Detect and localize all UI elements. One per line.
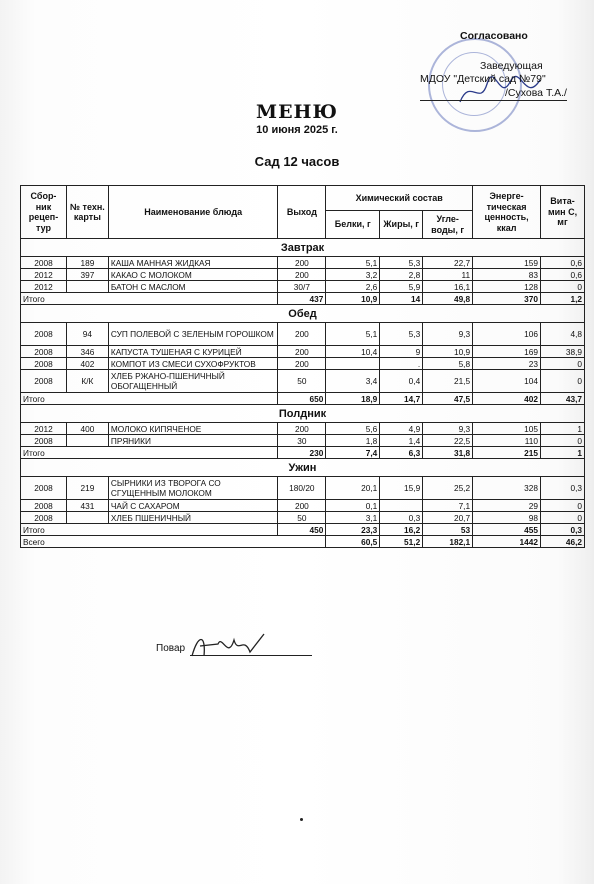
total-v: 0,3	[541, 524, 585, 536]
approval-name: /Сухова Т.А./	[420, 87, 567, 101]
total-p: 23,3	[326, 524, 380, 536]
cell-carbs: 10,9	[423, 346, 473, 358]
section-title: Обед	[21, 305, 585, 323]
page-mark	[300, 818, 303, 821]
menu-subtitle: Сад 12 часов	[254, 154, 340, 169]
cell-vitamin: 38,9	[541, 346, 585, 358]
cell-dish: ХЛЕБ РЖАНО-ПШЕНИЧНЫЙ ОБОГАЩЕННЫЙ	[108, 370, 278, 393]
cell-output: 180/20	[278, 477, 326, 500]
cell-carbs: 20,7	[423, 512, 473, 524]
header-output: Выход	[278, 186, 326, 239]
total-e: 455	[473, 524, 541, 536]
section-header-row	[21, 459, 585, 477]
total-e: 402	[473, 393, 541, 405]
cell-energy: 104	[473, 370, 541, 393]
cell-vitamin: 0,6	[541, 269, 585, 281]
header-protein: Белки, г	[326, 211, 380, 239]
section-header-row	[21, 305, 585, 323]
cell-energy: 128	[473, 281, 541, 293]
table-row	[21, 477, 585, 500]
cell-energy: 105	[473, 423, 541, 435]
cook-signature-line	[190, 655, 312, 656]
total-v: 1	[541, 447, 585, 459]
cell-protein: 5,6	[326, 423, 380, 435]
cell-vitamin: 0	[541, 512, 585, 524]
table-row	[21, 346, 585, 358]
cell-output: 50	[278, 370, 326, 393]
section-title: Ужин	[21, 459, 585, 477]
total-row	[21, 447, 585, 459]
table-row	[21, 323, 585, 346]
table-row	[21, 423, 585, 435]
total-p: 10,9	[326, 293, 380, 305]
total-c: 49,8	[423, 293, 473, 305]
cell-dish: СЫРНИКИ ИЗ ТВОРОГА СО СГУЩЕННЫМ МОЛОКОМ	[108, 477, 278, 500]
cell-fat: 5,3	[380, 323, 423, 346]
cell-dish: ПРЯНИКИ	[108, 435, 278, 447]
cell-collection: 2008	[21, 257, 67, 269]
cell-vitamin: 0	[541, 281, 585, 293]
cell-protein: 2,6	[326, 281, 380, 293]
total-row	[21, 393, 585, 405]
total-c: 53	[423, 524, 473, 536]
cell-collection: 2008	[21, 477, 67, 500]
cell-collection: 2008	[21, 500, 67, 512]
total-p: 18,9	[326, 393, 380, 405]
cell-output: 200	[278, 423, 326, 435]
cell-tech-card: 431	[66, 500, 108, 512]
cell-carbs: 9,3	[423, 423, 473, 435]
cell-fat: 5,3	[380, 257, 423, 269]
grand-total-label: Всего	[21, 536, 326, 548]
cell-collection: 2012	[21, 269, 67, 281]
cell-collection: 2012	[21, 423, 67, 435]
total-row	[21, 293, 585, 305]
cell-output: 50	[278, 512, 326, 524]
cell-dish: МОЛОКО КИПЯЧЕНОЕ	[108, 423, 278, 435]
cell-tech-card: 189	[66, 257, 108, 269]
cell-collection: 2012	[21, 281, 67, 293]
table-row	[21, 269, 585, 281]
total-v: 1,2	[541, 293, 585, 305]
section-header-row	[21, 239, 585, 257]
cell-tech-card: 397	[66, 269, 108, 281]
approval-heading: Согласовано	[460, 30, 528, 42]
cell-vitamin: 4,8	[541, 323, 585, 346]
cell-dish: ХЛЕБ ПШЕНИЧНЫЙ	[108, 512, 278, 524]
total-output: 650	[278, 393, 326, 405]
cell-protein: 10,4	[326, 346, 380, 358]
section-header-row	[21, 405, 585, 423]
total-row	[21, 524, 585, 536]
cell-collection: 2008	[21, 435, 67, 447]
cell-protein: 3,2	[326, 269, 380, 281]
cell-fat: 1,4	[380, 435, 423, 447]
cell-tech-card: К/К	[66, 370, 108, 393]
cell-tech-card	[66, 512, 108, 524]
cell-energy: 106	[473, 323, 541, 346]
total-e: 370	[473, 293, 541, 305]
cell-protein: 3,4	[326, 370, 380, 393]
cell-carbs: 25,2	[423, 477, 473, 500]
cell-vitamin: 0,6	[541, 257, 585, 269]
header-collection: Сбор-ник рецеп-тур	[21, 186, 67, 239]
cell-output: 200	[278, 346, 326, 358]
cell-protein: 0,1	[326, 500, 380, 512]
cell-fat: 9	[380, 346, 423, 358]
cell-output: 200	[278, 323, 326, 346]
cell-vitamin: 0	[541, 435, 585, 447]
cell-fat: .	[380, 358, 423, 370]
total-f: 16,2	[380, 524, 423, 536]
header-fat: Жиры, г	[380, 211, 423, 239]
cell-output: 30/7	[278, 281, 326, 293]
cook-label: Повар	[156, 643, 186, 654]
grand-total-f: 51,2	[380, 536, 423, 548]
table-row	[21, 512, 585, 524]
cell-energy: 328	[473, 477, 541, 500]
cell-output: 200	[278, 257, 326, 269]
cell-carbs: 21,5	[423, 370, 473, 393]
cell-protein: 3,1	[326, 512, 380, 524]
cell-carbs: 22,7	[423, 257, 473, 269]
cell-tech-card: 400	[66, 423, 108, 435]
grand-total-row	[21, 536, 585, 548]
table-row	[21, 257, 585, 269]
cell-dish: КОМПОТ ИЗ СМЕСИ СУХОФРУКТОВ	[108, 358, 278, 370]
total-f: 14,7	[380, 393, 423, 405]
cell-tech-card: 94	[66, 323, 108, 346]
section-title: Полдник	[21, 405, 585, 423]
cell-vitamin: 0	[541, 370, 585, 393]
grand-total-p: 60,5	[326, 536, 380, 548]
cell-fat: 0,3	[380, 512, 423, 524]
cell-carbs: 22,5	[423, 435, 473, 447]
table-row	[21, 500, 585, 512]
cell-vitamin: 1	[541, 423, 585, 435]
total-f: 6,3	[380, 447, 423, 459]
table-row	[21, 370, 585, 393]
grand-total-v: 46,2	[541, 536, 585, 548]
cell-carbs: 5,8	[423, 358, 473, 370]
cell-output: 30	[278, 435, 326, 447]
cell-dish: КАША МАННАЯ ЖИДКАЯ	[108, 257, 278, 269]
menu-body	[21, 239, 585, 548]
menu-date: 10 июня 2025 г.	[256, 124, 338, 136]
cell-dish: КАКАО С МОЛОКОМ	[108, 269, 278, 281]
table-row	[21, 435, 585, 447]
total-f: 14	[380, 293, 423, 305]
cell-dish: БАТОН С МАСЛОМ	[108, 281, 278, 293]
cell-output: 200	[278, 358, 326, 370]
cell-fat: 2,8	[380, 269, 423, 281]
cell-protein: 20,1	[326, 477, 380, 500]
approval-organization: МДОУ "Детский сад №79"	[420, 73, 546, 85]
cell-energy: 110	[473, 435, 541, 447]
cell-energy: 29	[473, 500, 541, 512]
cell-carbs: 9,3	[423, 323, 473, 346]
cell-output: 200	[278, 500, 326, 512]
section-title: Завтрак	[21, 239, 585, 257]
cell-fat: 4,9	[380, 423, 423, 435]
table-row	[21, 281, 585, 293]
cell-fat: 5,9	[380, 281, 423, 293]
cell-tech-card: 219	[66, 477, 108, 500]
header-tech-card: № техн. карты	[66, 186, 108, 239]
cell-protein: 1,8	[326, 435, 380, 447]
cell-tech-card	[66, 435, 108, 447]
cell-tech-card: 402	[66, 358, 108, 370]
cell-dish: СУП ПОЛЕВОЙ С ЗЕЛЕНЫМ ГОРОШКОМ	[108, 323, 278, 346]
grand-total-c: 182,1	[423, 536, 473, 548]
total-p: 7,4	[326, 447, 380, 459]
cell-dish: ЧАЙ С САХАРОМ	[108, 500, 278, 512]
cell-collection: 2008	[21, 358, 67, 370]
cell-vitamin: 0	[541, 358, 585, 370]
cell-energy: 23	[473, 358, 541, 370]
cell-collection: 2008	[21, 370, 67, 393]
total-c: 31,8	[423, 447, 473, 459]
header-chem: Химический состав	[326, 186, 473, 211]
cell-energy: 98	[473, 512, 541, 524]
page-title: МЕНЮ	[256, 101, 338, 123]
cell-vitamin: 0,3	[541, 477, 585, 500]
cell-collection: 2008	[21, 346, 67, 358]
total-output: 230	[278, 447, 326, 459]
total-output: 450	[278, 524, 326, 536]
cell-collection: 2008	[21, 323, 67, 346]
cell-carbs: 11	[423, 269, 473, 281]
grand-total-e: 1442	[473, 536, 541, 548]
cell-vitamin: 0	[541, 500, 585, 512]
total-label: Итого	[21, 447, 278, 459]
cell-fat: 0,4	[380, 370, 423, 393]
header-carbs: Угле-воды, г	[423, 211, 473, 239]
cell-output: 200	[278, 269, 326, 281]
cell-protein	[326, 358, 380, 370]
cell-tech-card: 346	[66, 346, 108, 358]
total-c: 47,5	[423, 393, 473, 405]
table-row	[21, 358, 585, 370]
approval-position: Заведующая	[480, 60, 543, 72]
cell-energy: 159	[473, 257, 541, 269]
total-label: Итого	[21, 393, 278, 405]
cell-fat	[380, 500, 423, 512]
total-output: 437	[278, 293, 326, 305]
menu-table	[20, 185, 585, 548]
total-label: Итого	[21, 293, 278, 305]
header-energy: Энерге-тическая ценность, ккал	[473, 186, 541, 239]
cell-carbs: 16,1	[423, 281, 473, 293]
total-v: 43,7	[541, 393, 585, 405]
cell-dish: КАПУСТА ТУШЕНАЯ С КУРИЦЕЙ	[108, 346, 278, 358]
header-dish: Наименование блюда	[108, 186, 278, 239]
cell-protein: 5,1	[326, 323, 380, 346]
cell-collection: 2008	[21, 512, 67, 524]
cell-energy: 169	[473, 346, 541, 358]
cell-protein: 5,1	[326, 257, 380, 269]
cell-carbs: 7,1	[423, 500, 473, 512]
total-e: 215	[473, 447, 541, 459]
cell-energy: 83	[473, 269, 541, 281]
cell-fat: 15,9	[380, 477, 423, 500]
total-label: Итого	[21, 524, 278, 536]
cook-signature	[188, 630, 268, 662]
header-vitamin: Вита-мин С, мг	[541, 186, 585, 239]
cell-tech-card	[66, 281, 108, 293]
